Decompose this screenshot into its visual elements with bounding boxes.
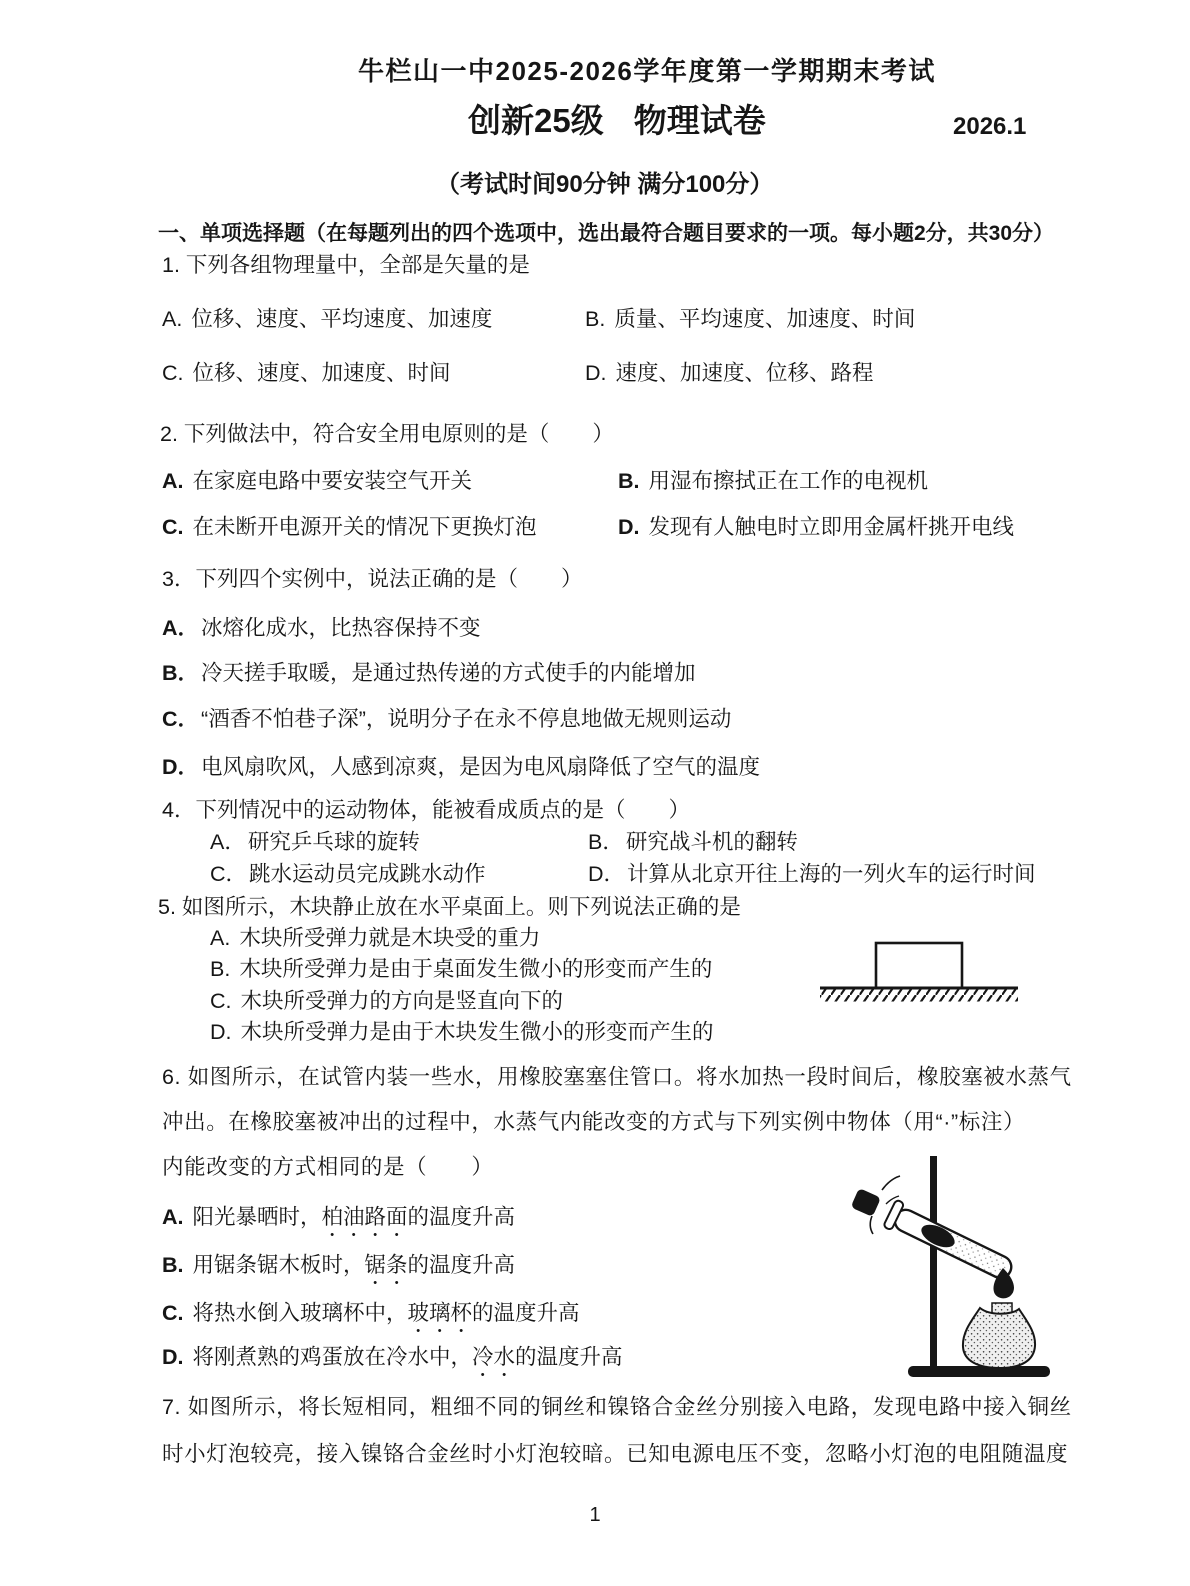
option-text: “酒香不怕巷子深”，说明分子在永不停息地做无规则运动 <box>201 707 732 731</box>
option-label: A. <box>210 926 231 950</box>
q5-option-d <box>210 1019 714 1046</box>
option-text: 木块所受弹力就是木块受的重力 <box>239 926 541 950</box>
test-tube-heating-figure <box>850 1146 1058 1389</box>
option-text: 电风扇吹风，人感到凉爽，是因为电风扇降低了空气的温度 <box>201 755 761 779</box>
q4-option-a <box>210 829 420 856</box>
q2-option-c <box>162 514 537 541</box>
option-label: C. <box>162 515 184 539</box>
option-label: C. <box>162 1301 184 1325</box>
exam-title <box>468 100 766 141</box>
option-text-pre: 用锯条锯木板时， <box>192 1253 365 1277</box>
q6-option-d <box>162 1344 623 1381</box>
option-label: B． <box>162 661 200 685</box>
exam-info: （考试时间90分钟 满分100分） <box>436 171 774 198</box>
option-label: A． <box>162 616 200 640</box>
steam-wisp <box>870 1216 873 1234</box>
test-tube-heating-figure <box>850 1146 1058 1384</box>
q1-option-d <box>585 360 874 387</box>
option-text: 质量、平均速度、加速度、时间 <box>614 307 916 331</box>
q2-option-a <box>162 468 472 495</box>
q3-stem: 3．下列四个实例中，说法正确的是（ ） <box>162 567 583 591</box>
stand-base <box>908 1366 1050 1377</box>
option-text-emphasized: 锯条 <box>364 1253 408 1277</box>
q2-option-b <box>618 468 928 495</box>
option-text-emphasized: 柏油路面 <box>321 1205 408 1229</box>
option-text: 木块所受弹力是由于木块发生微小的形变而产生的 <box>240 1020 714 1044</box>
q5-option-a <box>210 925 540 952</box>
option-label: A. <box>162 307 183 331</box>
option-text-post: 的温度升高 <box>515 1345 623 1369</box>
option-text: 用湿布擦拭正在工作的电视机 <box>648 469 929 493</box>
q4-stem: 4．下列情况中的运动物体，能被看成质点的是（ ） <box>162 798 690 822</box>
q2-option-d <box>618 514 1014 541</box>
option-text-post: 的温度升高 <box>472 1301 580 1325</box>
q3-option-c <box>162 706 731 733</box>
option-text: 计算从北京开往上海的一列火车的运行时间 <box>627 862 1036 886</box>
q1-option-a <box>162 306 492 333</box>
block-on-table-figure <box>812 930 1024 1007</box>
option-label: B. <box>210 957 231 981</box>
option-label: A. <box>162 469 184 493</box>
option-label: B. <box>162 1253 184 1277</box>
option-text: 木块所受弹力是由于桌面发生微小的形变而产生的 <box>239 957 713 981</box>
option-text-post: 的温度升高 <box>407 1205 516 1229</box>
q5-stem: 5. 如图所示，木块静止放在水平桌面上。则下列说法正确的是 <box>158 895 741 919</box>
option-label: B. <box>618 469 640 493</box>
q6-stem-line-3: 内能改变的方式相同的是（ ） <box>162 1155 494 1179</box>
q2-stem: 2. 下列做法中，符合安全用电原则的是（ ） <box>160 422 614 446</box>
option-text: 木块所受弹力的方向是竖直向下的 <box>240 989 564 1013</box>
option-text: 在家庭电路中要安装空气开关 <box>192 469 473 493</box>
q5-option-c <box>210 988 563 1015</box>
q6-stem-line-1: 6. 如图所示，在试管内装一些水，用橡胶塞塞住管口。将水加热一段时间后，橡胶塞被水蒸气 <box>162 1065 1072 1089</box>
q3-option-d <box>162 754 760 781</box>
q6-stem-line-2: 冲出。在橡胶塞被冲出的过程中，水蒸气内能改变的方式与下列实例中物体（用“·”标注） <box>162 1110 1026 1134</box>
option-label: C. <box>210 989 232 1013</box>
option-text: 冰熔化成水，比热容保持不变 <box>201 616 481 640</box>
section-heading: 一、单项选择题（在每题列出的四个选项中，选出最符合题目要求的一项。每小题2分，共30分） <box>158 222 1055 245</box>
option-text: 位移、速度、平均速度、加速度 <box>191 307 493 331</box>
page-number: 1 <box>589 1504 601 1526</box>
option-text-emphasized: 冷水 <box>472 1345 516 1369</box>
option-text: 研究战斗机的翻转 <box>625 830 798 854</box>
ground-hatching <box>820 989 1018 1002</box>
steam-wisp <box>882 1176 900 1190</box>
option-text-emphasized: 玻璃杯 <box>407 1301 473 1325</box>
stand-rod <box>930 1156 937 1368</box>
q1-stem: 1. 下列各组物理量中，全部是矢量的是 <box>162 253 530 277</box>
exam-grade: 创新25级 <box>468 102 604 139</box>
option-text: 发现有人触电时立即用金属杆挑开电线 <box>648 515 1015 539</box>
exam-subject: 物理试卷 <box>633 102 766 139</box>
exam-date: 2026.1 <box>953 113 1027 140</box>
q4-option-c <box>210 861 486 888</box>
q7-stem-line-2: 时小灯泡较亮，接入镍铬合金丝时小灯泡较暗。已知电源电压不变，忽略小灯泡的电阻随温度 <box>162 1442 1069 1466</box>
q1-option-c <box>162 360 451 387</box>
option-label: C. <box>162 361 184 385</box>
q4-option-d <box>588 861 1036 888</box>
option-label: D. <box>618 515 640 539</box>
q6-option-a <box>162 1204 515 1241</box>
rubber-stopper <box>851 1188 881 1217</box>
alcohol-lamp <box>963 1308 1035 1368</box>
option-text-pre: 将热水倒入玻璃杯中， <box>192 1301 408 1325</box>
option-label: B． <box>588 830 624 854</box>
option-text: 冷天搓手取暖，是通过热传递的方式使手的内能增加 <box>201 661 696 685</box>
q5-option-b <box>210 956 712 983</box>
exam-school-title: 牛栏山一中2025-2026学年度第一学期期末考试 <box>358 56 936 86</box>
option-label: D． <box>162 755 200 779</box>
option-text: 速度、加速度、位移、路程 <box>615 361 874 385</box>
option-text: 跳水运动员完成跳水动作 <box>249 862 486 886</box>
option-label: A. <box>162 1205 184 1229</box>
option-label: A． <box>210 830 246 854</box>
block <box>876 943 962 988</box>
option-text-pre: 将刚煮熟的鸡蛋放在冷水中， <box>192 1345 473 1369</box>
q3-option-b <box>162 660 696 687</box>
option-text: 位移、速度、加速度、时间 <box>192 361 451 385</box>
block-on-table-figure <box>812 930 1024 1002</box>
q6-option-c <box>162 1300 580 1337</box>
option-label: D. <box>162 1345 184 1369</box>
option-text: 在未断开电源开关的情况下更换灯泡 <box>192 515 537 539</box>
option-text: 研究乒乓球的旋转 <box>247 830 420 854</box>
option-label: C． <box>162 707 200 731</box>
option-text-pre: 阳光暴晒时， <box>192 1205 322 1229</box>
option-label: D． <box>588 862 626 886</box>
option-label: C． <box>210 862 248 886</box>
q4-option-b <box>588 829 798 856</box>
q6-option-b <box>162 1252 515 1289</box>
option-label: D. <box>585 361 607 385</box>
option-label: D. <box>210 1020 232 1044</box>
q7-stem-line-1: 7. 如图所示，将长短相同，粗细不同的铜丝和镍铬合金丝分别接入电路，发现电路中接入铜丝 <box>162 1395 1072 1419</box>
option-text-post: 的温度升高 <box>407 1253 516 1277</box>
q1-option-b <box>585 306 915 333</box>
q3-option-a <box>162 615 481 642</box>
option-label: B. <box>585 307 606 331</box>
